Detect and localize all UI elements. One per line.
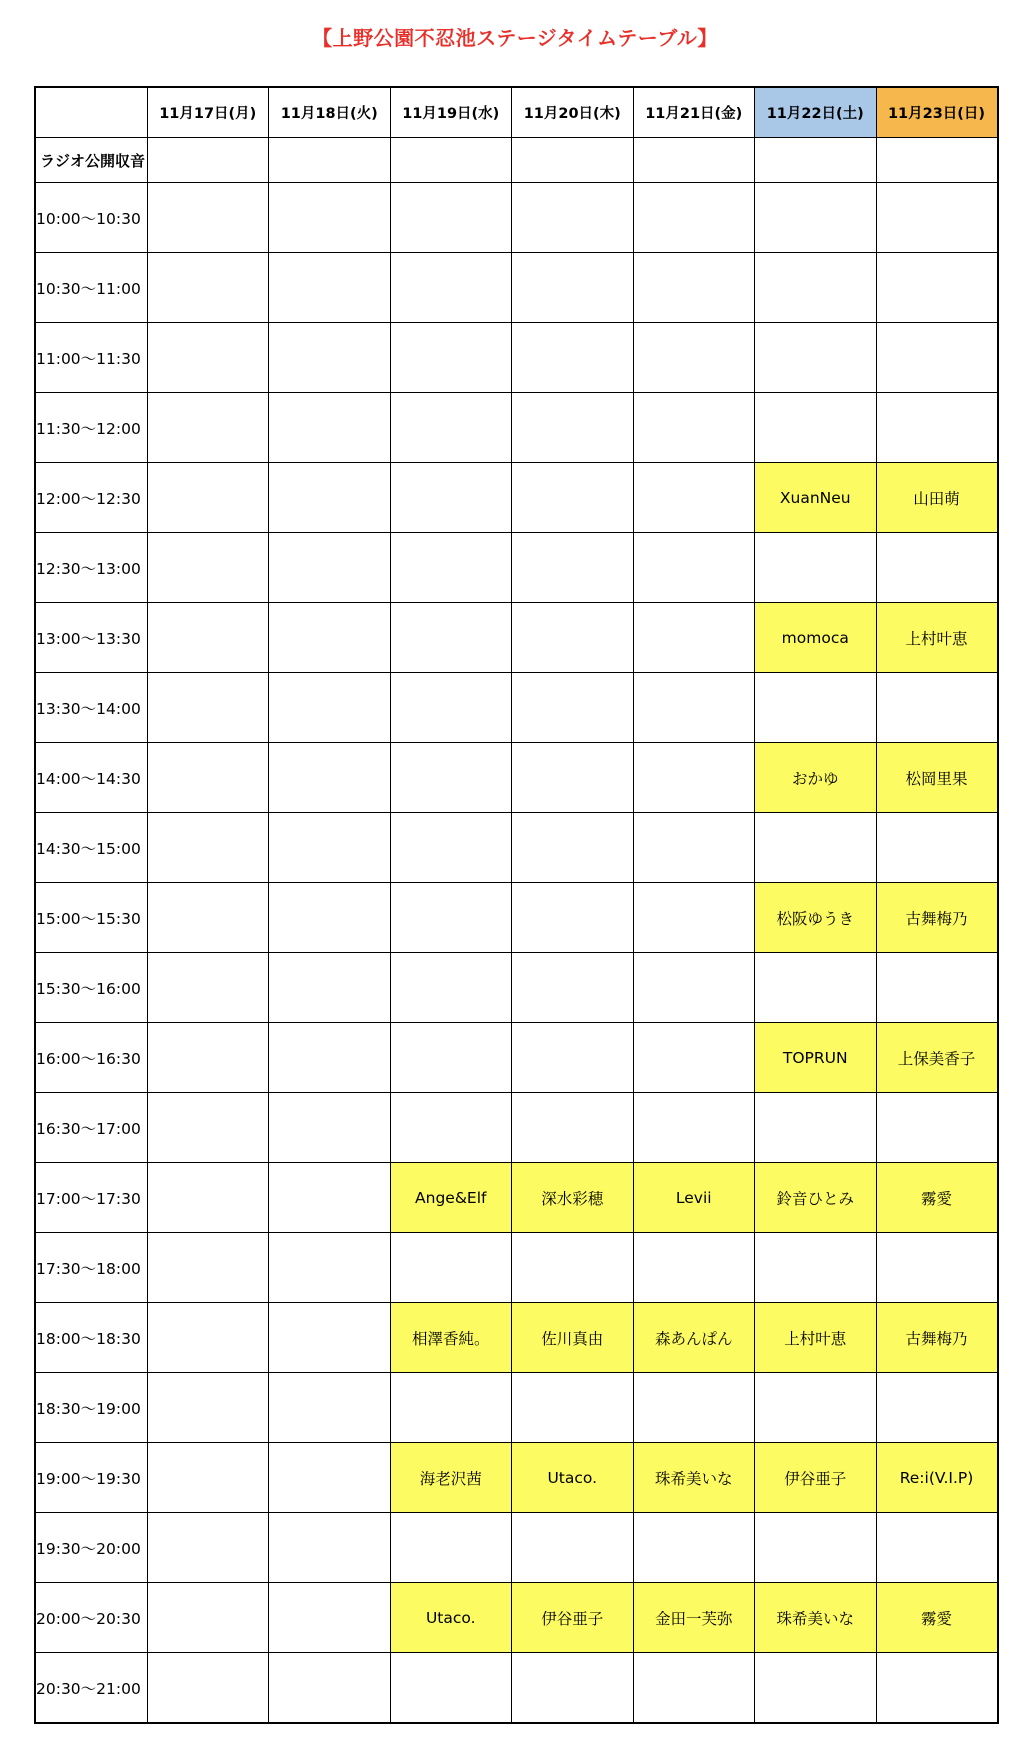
empty-cell xyxy=(876,1233,998,1303)
time-cell: 12:00〜12:30 xyxy=(35,463,147,533)
empty-cell xyxy=(755,673,877,743)
empty-cell xyxy=(147,1303,269,1373)
empty-cell xyxy=(512,533,634,603)
performer-cell: Ange&Elf xyxy=(390,1163,512,1233)
empty-cell xyxy=(633,533,755,603)
empty-cell xyxy=(147,533,269,603)
time-slot-row xyxy=(35,883,998,953)
time-slot-row xyxy=(35,1233,998,1303)
empty-cell xyxy=(269,1583,391,1653)
empty-cell xyxy=(755,323,877,393)
empty-cell xyxy=(269,1303,391,1373)
performer-cell: XuanNeu xyxy=(755,463,877,533)
performer-cell: おかゆ xyxy=(755,743,877,813)
empty-cell xyxy=(633,1093,755,1163)
empty-cell xyxy=(633,1513,755,1583)
empty-cell xyxy=(269,1023,391,1093)
empty-cell xyxy=(512,253,634,323)
empty-cell xyxy=(633,673,755,743)
empty-cell xyxy=(876,1513,998,1583)
day-header: 11月19日(水) xyxy=(390,87,512,138)
empty-cell xyxy=(147,138,269,183)
empty-cell xyxy=(876,1373,998,1443)
performer-cell: Utaco. xyxy=(512,1443,634,1513)
empty-cell xyxy=(269,743,391,813)
time-slot-row xyxy=(35,323,998,393)
empty-cell xyxy=(269,1373,391,1443)
empty-cell xyxy=(269,323,391,393)
performer-cell: 上村叶恵 xyxy=(755,1303,877,1373)
empty-cell xyxy=(147,1163,269,1233)
empty-cell xyxy=(512,1373,634,1443)
time-cell: 12:30〜13:00 xyxy=(35,533,147,603)
performer-cell: 伊谷亜子 xyxy=(512,1583,634,1653)
empty-cell xyxy=(755,1233,877,1303)
empty-cell xyxy=(633,1373,755,1443)
empty-cell xyxy=(269,393,391,463)
performer-cell: 古舞梅乃 xyxy=(876,1303,998,1373)
empty-cell xyxy=(755,138,877,183)
timetable xyxy=(34,86,999,1724)
empty-cell xyxy=(876,138,998,183)
time-cell: 16:30〜17:00 xyxy=(35,1093,147,1163)
performer-cell: Levii xyxy=(633,1163,755,1233)
empty-cell xyxy=(633,743,755,813)
empty-cell xyxy=(269,1233,391,1303)
performer-cell: 山田萌 xyxy=(876,463,998,533)
performer-cell: Utaco. xyxy=(390,1583,512,1653)
performer-cell: 海老沢茜 xyxy=(390,1443,512,1513)
time-slot-row xyxy=(35,673,998,743)
empty-cell xyxy=(633,603,755,673)
empty-cell xyxy=(876,183,998,253)
time-slot-row xyxy=(35,603,998,673)
empty-cell xyxy=(390,743,512,813)
empty-cell xyxy=(633,883,755,953)
empty-cell xyxy=(755,1373,877,1443)
performer-cell: 松岡里果 xyxy=(876,743,998,813)
empty-cell xyxy=(390,603,512,673)
empty-cell xyxy=(512,743,634,813)
time-slot-row xyxy=(35,1163,998,1233)
empty-cell xyxy=(633,953,755,1023)
performer-cell: 珠希美いな xyxy=(755,1583,877,1653)
empty-cell xyxy=(269,1163,391,1233)
time-slot-row xyxy=(35,1303,998,1373)
empty-cell xyxy=(755,183,877,253)
time-slot-row xyxy=(35,1023,998,1093)
performer-cell: momoca xyxy=(755,603,877,673)
empty-cell xyxy=(147,673,269,743)
empty-cell xyxy=(512,673,634,743)
time-cell: 11:00〜11:30 xyxy=(35,323,147,393)
empty-cell xyxy=(755,253,877,323)
time-slot-row xyxy=(35,463,998,533)
performer-cell: 相澤香純。 xyxy=(390,1303,512,1373)
empty-cell xyxy=(755,393,877,463)
performer-cell: 上保美香子 xyxy=(876,1023,998,1093)
empty-cell xyxy=(390,463,512,533)
empty-cell xyxy=(512,1023,634,1093)
performer-cell: Re:i(V.I.P) xyxy=(876,1443,998,1513)
time-cell: 15:30〜16:00 xyxy=(35,953,147,1023)
performer-cell: TOPRUN xyxy=(755,1023,877,1093)
empty-cell xyxy=(147,1443,269,1513)
empty-cell xyxy=(512,603,634,673)
empty-cell xyxy=(512,183,634,253)
time-slot-row xyxy=(35,183,998,253)
performer-cell: 霧愛 xyxy=(876,1163,998,1233)
empty-cell xyxy=(269,463,391,533)
time-cell: 13:30〜14:00 xyxy=(35,673,147,743)
empty-cell xyxy=(390,673,512,743)
empty-cell xyxy=(876,1653,998,1724)
empty-cell xyxy=(147,323,269,393)
empty-cell xyxy=(269,813,391,883)
time-cell: 19:00〜19:30 xyxy=(35,1443,147,1513)
time-cell: 11:30〜12:00 xyxy=(35,393,147,463)
empty-cell xyxy=(633,253,755,323)
empty-cell xyxy=(269,603,391,673)
time-slot-row xyxy=(35,1583,998,1653)
empty-cell xyxy=(512,138,634,183)
empty-cell xyxy=(876,323,998,393)
time-cell: 20:30〜21:00 xyxy=(35,1653,147,1724)
empty-cell xyxy=(390,813,512,883)
empty-cell xyxy=(755,533,877,603)
empty-cell xyxy=(147,883,269,953)
empty-cell xyxy=(512,1653,634,1724)
empty-cell xyxy=(147,813,269,883)
empty-cell xyxy=(390,393,512,463)
header-corner-cell xyxy=(35,87,147,138)
performer-cell: 佐川真由 xyxy=(512,1303,634,1373)
empty-cell xyxy=(390,1023,512,1093)
empty-cell xyxy=(269,1443,391,1513)
empty-cell xyxy=(147,183,269,253)
empty-cell xyxy=(147,743,269,813)
performer-cell: 鈴音ひとみ xyxy=(755,1163,877,1233)
empty-cell xyxy=(876,253,998,323)
empty-cell xyxy=(876,1093,998,1163)
empty-cell xyxy=(755,1513,877,1583)
empty-cell xyxy=(390,1513,512,1583)
time-slot-row xyxy=(35,953,998,1023)
time-slot-row xyxy=(35,533,998,603)
empty-cell xyxy=(269,1653,391,1724)
time-cell: 18:30〜19:00 xyxy=(35,1373,147,1443)
empty-cell xyxy=(633,813,755,883)
time-cell: 13:00〜13:30 xyxy=(35,603,147,673)
time-slot-row xyxy=(35,1443,998,1513)
empty-cell xyxy=(147,463,269,533)
radio-row xyxy=(35,138,998,183)
time-cell: 14:00〜14:30 xyxy=(35,743,147,813)
empty-cell xyxy=(269,138,391,183)
performer-cell: 上村叶恵 xyxy=(876,603,998,673)
day-header: 11月20日(木) xyxy=(512,87,634,138)
time-cell: 10:30〜11:00 xyxy=(35,253,147,323)
empty-cell xyxy=(633,323,755,393)
empty-cell xyxy=(390,1373,512,1443)
empty-cell xyxy=(876,533,998,603)
empty-cell xyxy=(147,1093,269,1163)
empty-cell xyxy=(755,1093,877,1163)
time-cell: 15:00〜15:30 xyxy=(35,883,147,953)
empty-cell xyxy=(633,1653,755,1724)
empty-cell xyxy=(269,533,391,603)
performer-cell: 森あんぱん xyxy=(633,1303,755,1373)
empty-cell xyxy=(633,393,755,463)
empty-cell xyxy=(390,1233,512,1303)
time-slot-row xyxy=(35,1373,998,1443)
time-slot-row xyxy=(35,1093,998,1163)
empty-cell xyxy=(633,1233,755,1303)
empty-cell xyxy=(876,673,998,743)
empty-cell xyxy=(269,183,391,253)
time-cell: 17:00〜17:30 xyxy=(35,1163,147,1233)
empty-cell xyxy=(512,393,634,463)
empty-cell xyxy=(269,953,391,1023)
empty-cell xyxy=(633,463,755,533)
time-cell: 16:00〜16:30 xyxy=(35,1023,147,1093)
time-cell: 14:30〜15:00 xyxy=(35,813,147,883)
performer-cell: 金田一芙弥 xyxy=(633,1583,755,1653)
time-cell: 19:30〜20:00 xyxy=(35,1513,147,1583)
empty-cell xyxy=(633,138,755,183)
empty-cell xyxy=(512,813,634,883)
empty-cell xyxy=(147,1583,269,1653)
empty-cell xyxy=(512,463,634,533)
day-header-saturday: 11月22日(土) xyxy=(755,87,877,138)
day-header: 11月18日(火) xyxy=(269,87,391,138)
empty-cell xyxy=(269,673,391,743)
empty-cell xyxy=(269,1513,391,1583)
empty-cell xyxy=(147,603,269,673)
time-slot-row xyxy=(35,1653,998,1724)
empty-cell xyxy=(512,1513,634,1583)
performer-cell: 深水彩穂 xyxy=(512,1163,634,1233)
empty-cell xyxy=(147,1373,269,1443)
time-slot-row xyxy=(35,743,998,813)
empty-cell xyxy=(390,253,512,323)
empty-cell xyxy=(269,253,391,323)
time-cell: 20:00〜20:30 xyxy=(35,1583,147,1653)
time-slot-row xyxy=(35,1513,998,1583)
empty-cell xyxy=(390,1653,512,1724)
empty-cell xyxy=(876,393,998,463)
day-header-sunday: 11月23日(日) xyxy=(876,87,998,138)
empty-cell xyxy=(755,953,877,1023)
empty-cell xyxy=(512,1093,634,1163)
empty-cell xyxy=(147,953,269,1023)
empty-cell xyxy=(512,1233,634,1303)
empty-cell xyxy=(147,1653,269,1724)
page-title: 【上野公園不忍池ステージタイムテーブル】 xyxy=(312,26,718,50)
time-cell: 17:30〜18:00 xyxy=(35,1233,147,1303)
time-slot-row xyxy=(35,813,998,883)
time-slot-row xyxy=(35,393,998,463)
empty-cell xyxy=(512,953,634,1023)
empty-cell xyxy=(755,813,877,883)
empty-cell xyxy=(512,883,634,953)
empty-cell xyxy=(269,1093,391,1163)
empty-cell xyxy=(876,813,998,883)
performer-cell: 古舞梅乃 xyxy=(876,883,998,953)
empty-cell xyxy=(147,1023,269,1093)
time-cell: 10:00〜10:30 xyxy=(35,183,147,253)
empty-cell xyxy=(633,1023,755,1093)
time-slot-row xyxy=(35,253,998,323)
time-cell: 18:00〜18:30 xyxy=(35,1303,147,1373)
performer-cell: 伊谷亜子 xyxy=(755,1443,877,1513)
performer-cell: 珠希美いな xyxy=(633,1443,755,1513)
empty-cell xyxy=(512,323,634,393)
empty-cell xyxy=(147,1513,269,1583)
header-row xyxy=(35,87,998,138)
empty-cell xyxy=(390,953,512,1023)
empty-cell xyxy=(390,533,512,603)
day-header: 11月21日(金) xyxy=(633,87,755,138)
empty-cell xyxy=(269,883,391,953)
empty-cell xyxy=(147,393,269,463)
empty-cell xyxy=(390,883,512,953)
performer-cell: 松阪ゆうき xyxy=(755,883,877,953)
performer-cell: 霧愛 xyxy=(876,1583,998,1653)
empty-cell xyxy=(147,1233,269,1303)
empty-cell xyxy=(147,253,269,323)
day-header: 11月17日(月) xyxy=(147,87,269,138)
empty-cell xyxy=(390,138,512,183)
empty-cell xyxy=(755,1653,877,1724)
empty-cell xyxy=(876,953,998,1023)
empty-cell xyxy=(390,1093,512,1163)
empty-cell xyxy=(633,183,755,253)
empty-cell xyxy=(390,323,512,393)
radio-label: ラジオ公開収音 xyxy=(35,138,147,183)
empty-cell xyxy=(390,183,512,253)
